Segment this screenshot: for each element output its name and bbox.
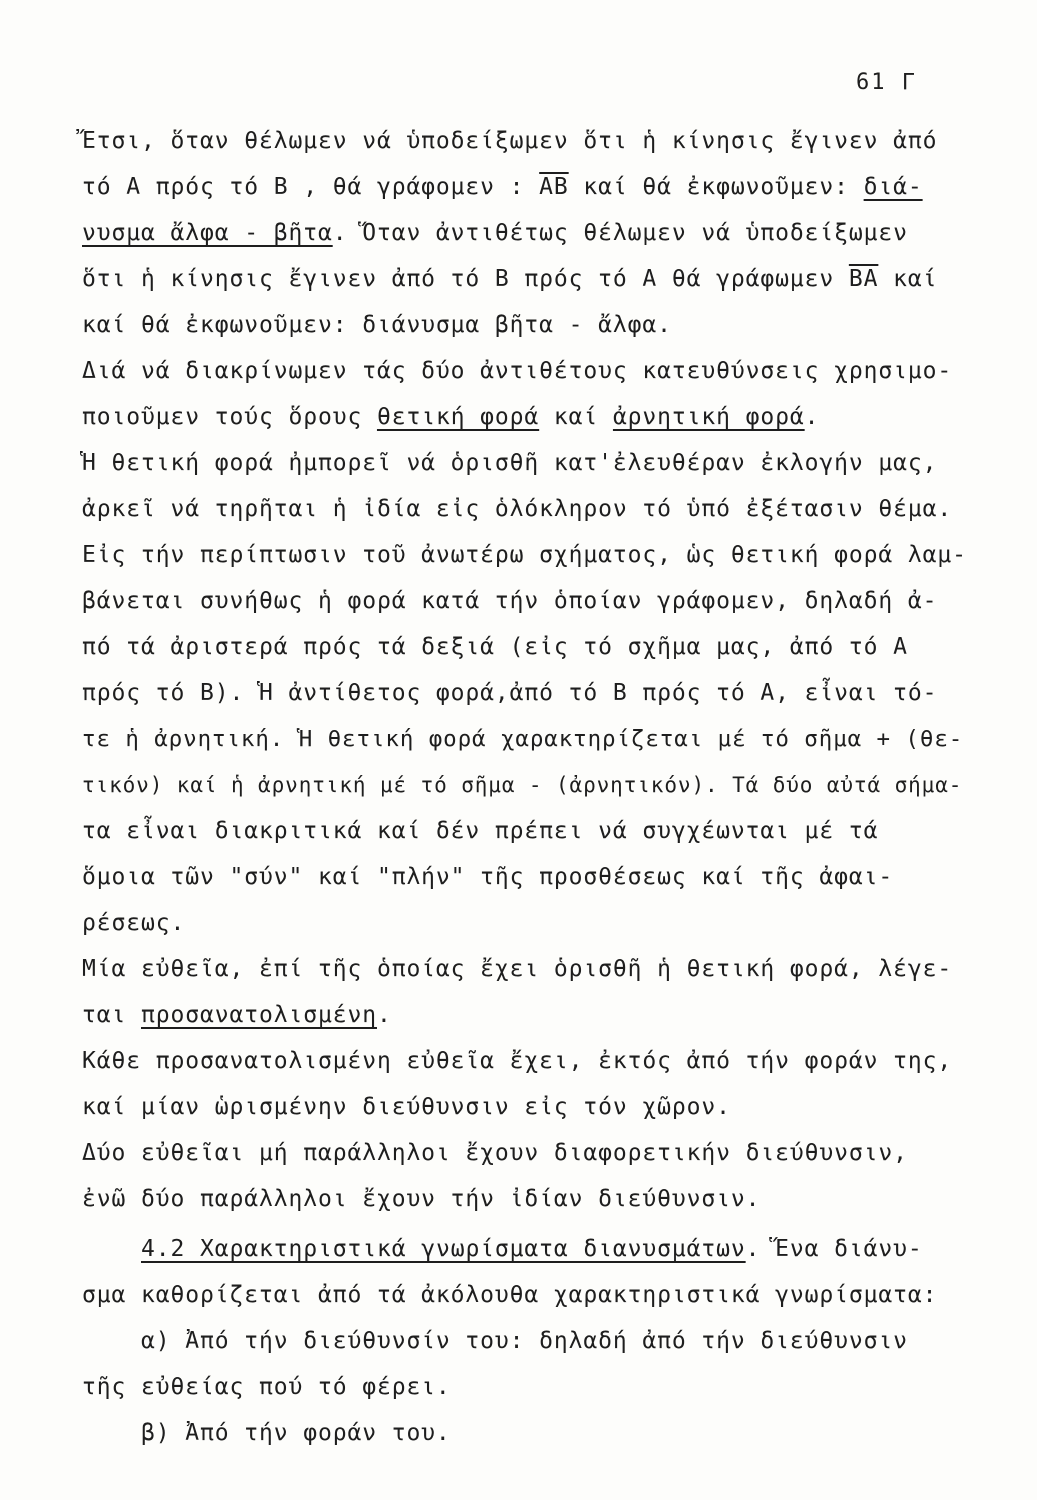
- term-oriented: προσανατολισμένη: [141, 1002, 377, 1028]
- text-line: Δύο εὐθεῖαι μή παράλληλοι ἔχουν διαφορετικήν διεύθυνσιν,: [82, 1140, 908, 1166]
- text-line: σμα καθορίζεται ἀπό τά ἀκόλουθα χαρακτηριστικά γνωρίσματα:: [82, 1282, 938, 1308]
- text-line: τῆς εὐθείας πού τό φέρει.: [82, 1374, 451, 1400]
- text-line: Κάθε προσανατολισμένη εὐθεῖα ἔχει, ἐκτός ἀπό τήν φοράν της,: [82, 1048, 953, 1074]
- section-heading-line: 4.2 Χαρακτηριστικά γνωρίσματα διανυσμάτων. Ἕνα διάνυ-: [141, 1236, 923, 1262]
- vector-ab: $\overline{AB}$: [539, 174, 569, 200]
- text-line: ὅτι ἡ κίνησις ἔγινεν ἀπό τό Β πρός τό Α θά γράφωμεν $\overline{BA}$ καί: [82, 266, 938, 292]
- text-line: βάνεται συνήθως ἡ φορά κατά τήν ὁποίαν γράφομεν, δηλαδή ἀ-: [82, 588, 938, 614]
- text-line: καί μίαν ὡρισμένην διεύθυνσιν εἰς τόν χῶρον.: [82, 1094, 731, 1120]
- text-line: τε ἡ ἀρνητική. Ἡ θετική φορά χαρακτηρίζεται μέ τό σῆμα + (θε-: [82, 726, 964, 752]
- text-line: νυσμα ἄλφα - βῆτα. Ὅταν ἀντιθέτως θέλωμεν νά ὑποδείξωμεν: [82, 220, 908, 246]
- text-line: Μία εὐθεῖα, ἐπί τῆς ὁποίας ἔχει ὁρισθῆ ἡ θετική φορά, λέγε-: [82, 956, 953, 982]
- text-line: καί θά ἐκφωνοῦμεν: διάνυσμα βῆτα - ἄλφα.: [82, 312, 672, 338]
- text-line: ὅμοια τῶν "σύν" καί "πλήν" τῆς προσθέσεως καί τῆς ἀφαι-: [82, 864, 894, 890]
- list-item: α) Ἀπό τήν διεύθυνσίν του: δηλαδή ἀπό τήν διεύθυνσιν: [82, 1328, 908, 1354]
- text-line: τό Α πρός τό Β , θά γράφομεν : $\overline{AB}$ καί θά ἐκφωνοῦμεν: διά-: [82, 174, 923, 200]
- text-line: τικόν) καί ἡ ἀρνητική μέ τό σῆμα - (ἀρνητικόν). Τά δύο αὐτά σήμα-: [82, 773, 963, 797]
- text-line: τα εἶναι διακριτικά καί δέν πρέπει νά συγχέωνται μέ τά: [82, 818, 879, 844]
- list-item: β) Ἀπό τήν φοράν του.: [82, 1420, 451, 1446]
- page-number: 61 Γ: [856, 70, 917, 95]
- text-line: ρέσεως.: [82, 910, 186, 936]
- section-heading: 4.2 Χαρακτηριστικά γνωρίσματα διανυσμάτων: [141, 1236, 746, 1262]
- text-line: Ἡ θετική φορά ἠμπορεῖ νά ὁρισθῆ κατ'ἐλευθέραν ἐκλογήν μας,: [82, 450, 938, 476]
- text-line: ποιοῦμεν τούς ὅρους θετική φορά καί ἀρνητική φορά.: [82, 404, 820, 430]
- term-negative: ἀρνητική φορά: [612, 404, 805, 430]
- text-line: Ἔτσι, ὅταν θέλωμεν νά ὑποδείξωμεν ὅτι ἡ κίνησις ἔγινεν ἀπό: [82, 128, 938, 154]
- term-positive: θετική φορά: [376, 404, 540, 430]
- text-line: Διά νά διακρίνωμεν τάς δύο ἀντιθέτους κατευθύνσεις χρησιμο-: [82, 358, 953, 384]
- text-line: πό τά ἀριστερά πρός τά δεξιά (εἰς τό σχῆμα μας, ἀπό τό Α: [82, 634, 908, 660]
- text-line: πρός τό Β). Ἡ ἀντίθετος φορά,ἀπό τό Β πρός τό Α, εἶναι τό-: [82, 680, 938, 706]
- vector-ba: $\overline{BA}$: [848, 266, 879, 292]
- text-line: ἐνῶ δύο παράλληλοι ἔχουν τήν ἰδίαν διεύθυνσιν.: [82, 1186, 761, 1212]
- text-line: ται προσανατολισμένη.: [82, 1002, 392, 1028]
- text-line: ἀρκεῖ νά τηρῆται ἡ ἰδία εἰς ὁλόκληρον τό ὑπό ἐξέτασιν θέμα.: [82, 496, 953, 522]
- text-line: Εἰς τήν περίπτωσιν τοῦ ἀνωτέρω σχήματος, ὡς θετική φορά λαμ-: [82, 542, 967, 568]
